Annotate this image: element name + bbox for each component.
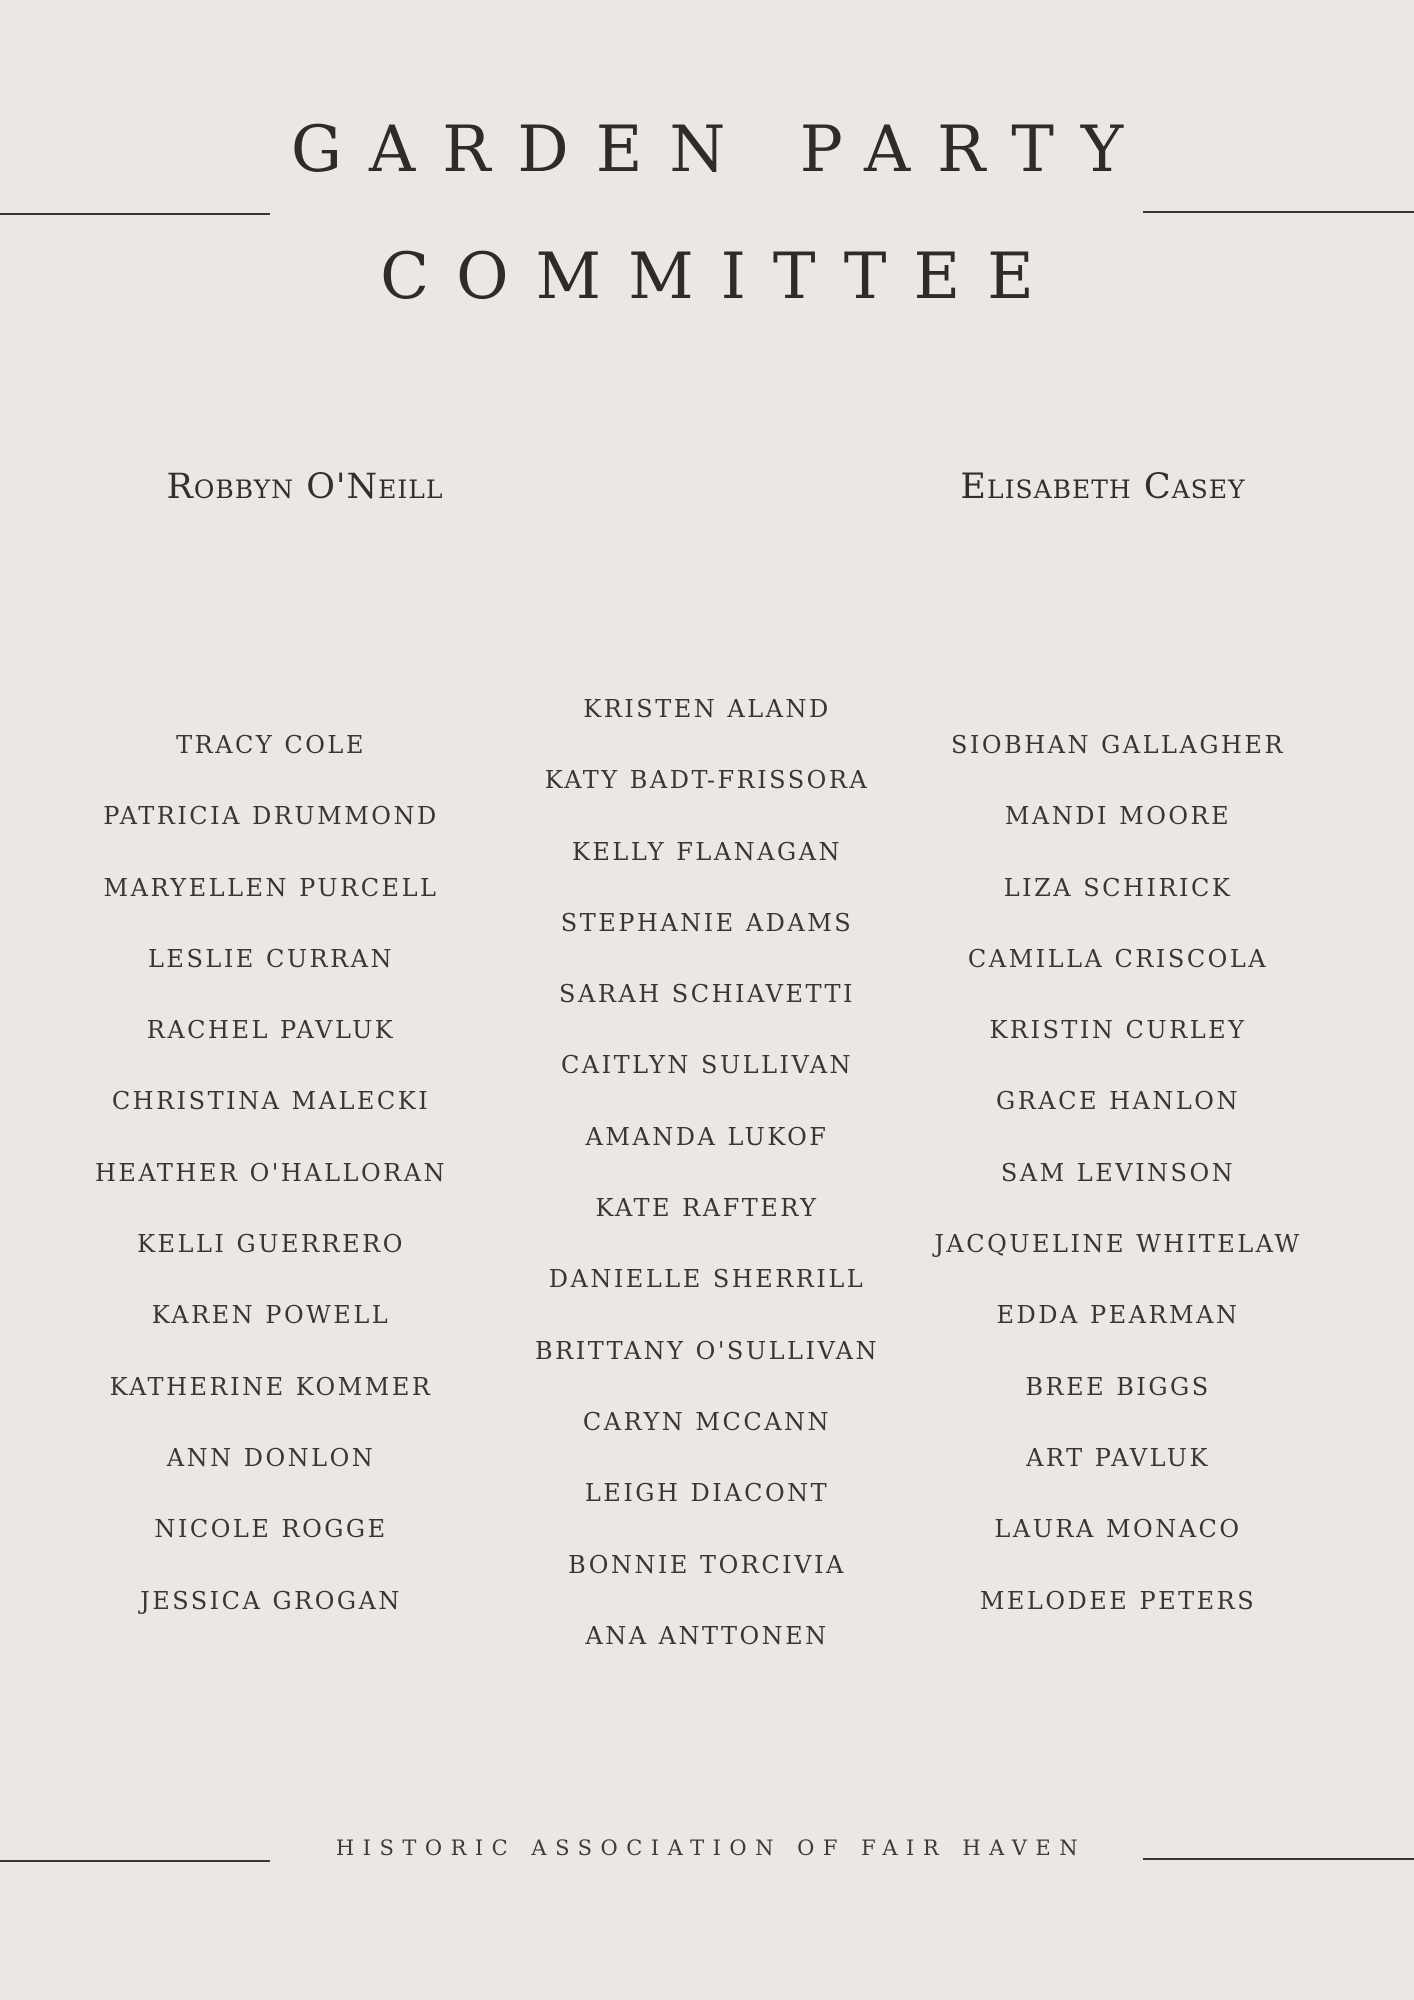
chair-left: Robbyn O'Neill: [166, 467, 444, 507]
member-name: KATY BADT-FRISSORA: [544, 766, 870, 795]
member-name: MANDI MOORE: [1004, 802, 1232, 831]
member-name: KELLI GUERRERO: [137, 1230, 405, 1259]
member-name: KRISTIN CURLEY: [989, 1016, 1247, 1045]
chair-right: Elisabeth Casey: [960, 467, 1246, 507]
member-name: KELLY FLANAGAN: [571, 837, 843, 866]
member-name: CAITLYN SULLIVAN: [560, 1051, 854, 1080]
member-name: SIOBHAN GALLAGHER: [950, 731, 1286, 759]
member-name: BONNIE TORCIVIA: [568, 1550, 846, 1579]
member-name: BRITTANY O'SULLIVAN: [535, 1336, 879, 1365]
member-name: STEPHANIE ADAMS: [560, 908, 854, 937]
member-name: LAURA MONACO: [994, 1515, 1242, 1544]
member-name: MELODEE PETERS: [979, 1586, 1257, 1615]
member-name: JACQUELINE WHITELAW: [934, 1230, 1302, 1259]
member-name: RACHEL PAVLUK: [146, 1016, 396, 1045]
member-name: LESLIE CURRAN: [147, 944, 395, 973]
member-name: CARYN MCCANN: [582, 1407, 832, 1436]
member-name: ART PAVLUK: [1026, 1443, 1210, 1472]
bottom-right-divider: [1143, 1858, 1414, 1860]
member-name: MARYELLEN PURCELL: [103, 873, 439, 902]
member-name: KATHERINE KOMMER: [109, 1372, 433, 1401]
member-list-center: [497, 689, 917, 1687]
member-name: HEATHER O'HALLORAN: [94, 1158, 448, 1187]
member-name: GRACE HANLON: [996, 1087, 1240, 1116]
member-list-left: [61, 725, 481, 1652]
member-name: ANN DONLON: [166, 1443, 376, 1472]
member-name: SARAH SCHIAVETTI: [559, 980, 855, 1009]
member-name: KATE RAFTERY: [595, 1194, 819, 1223]
member-name: EDDA PEARMAN: [996, 1301, 1240, 1330]
footer-organization: HISTORIC ASSOCIATION OF FAIR HAVEN: [335, 1836, 1087, 1860]
member-name: JESSICA GROGAN: [140, 1586, 402, 1615]
member-name: LEIGH DIACONT: [584, 1479, 830, 1508]
member-name: AMANDA LUKOF: [585, 1122, 829, 1151]
member-name: TRACY COLE: [176, 731, 366, 759]
member-name: PATRICIA DRUMMOND: [103, 802, 439, 831]
member-name: NICOLE ROGGE: [154, 1515, 388, 1544]
top-left-divider: [0, 213, 270, 215]
page-title-line-2: COMMITTEE: [380, 240, 1061, 314]
member-name: DANIELLE SHERRILL: [548, 1265, 866, 1294]
member-name: KRISTEN ALAND: [583, 695, 831, 723]
member-name: KAREN POWELL: [151, 1301, 391, 1330]
page-title-line-1: GARDEN PARTY: [290, 113, 1151, 187]
member-name: CAMILLA CRISCOLA: [967, 944, 1269, 973]
member-list-right: [908, 725, 1328, 1652]
member-name: LIZA SCHIRICK: [1003, 873, 1233, 902]
member-name: BREE BIGGS: [1025, 1372, 1211, 1401]
member-name: ANA ANTTONEN: [585, 1621, 829, 1650]
member-name: CHRISTINA MALECKI: [111, 1087, 431, 1116]
top-right-divider: [1143, 211, 1414, 213]
member-name: SAM LEVINSON: [1000, 1158, 1236, 1187]
